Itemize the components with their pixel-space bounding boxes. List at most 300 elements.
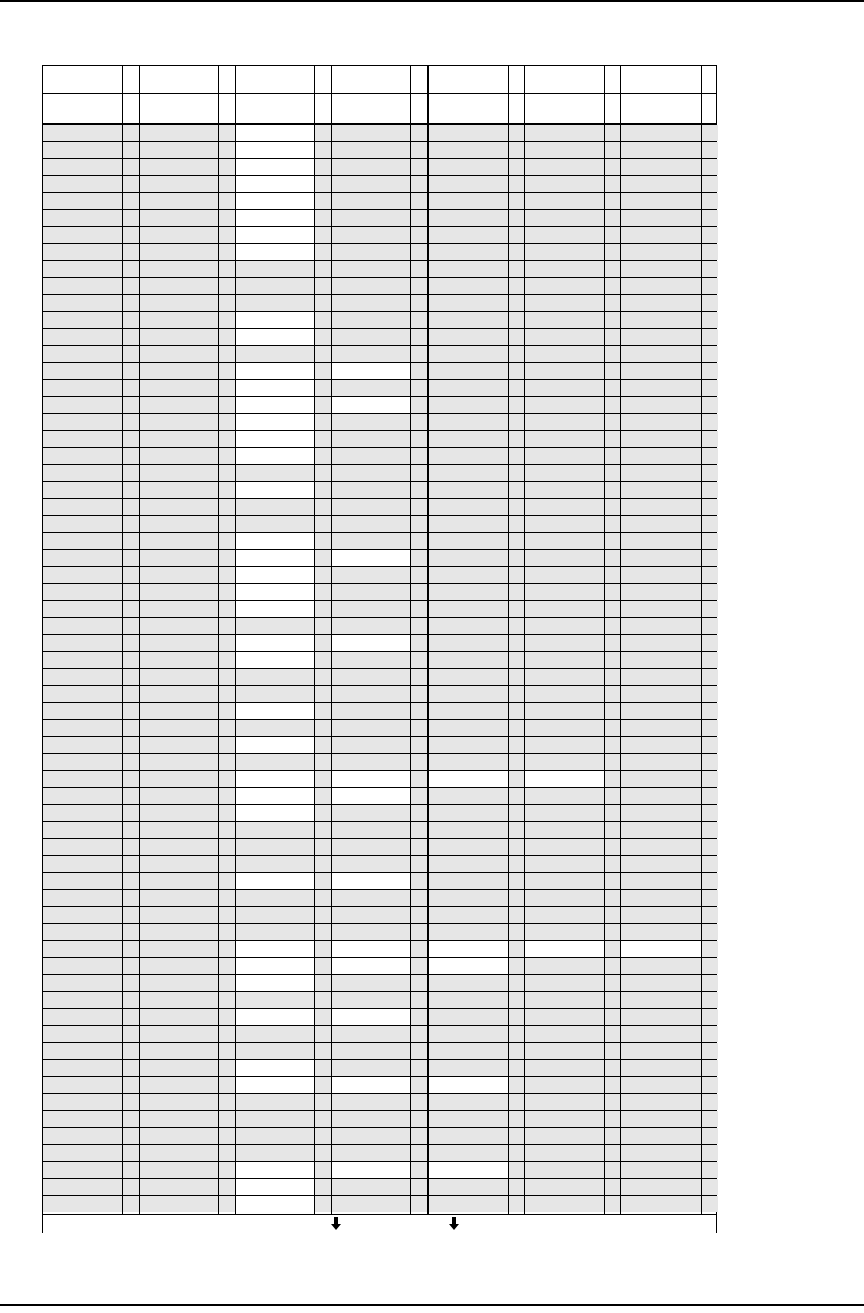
- table-cell-spacer: [701, 635, 718, 651]
- table-cell-col-6: [524, 397, 604, 413]
- table-cell-col-4: [331, 873, 410, 889]
- table-cell-spacer: [122, 567, 139, 583]
- table-cell-spacer: [218, 669, 235, 685]
- table-cell-col-7: [620, 890, 701, 906]
- table-row: [43, 1008, 716, 1025]
- table-cell-spacer: [122, 176, 139, 192]
- table-cell-col-2: [139, 567, 218, 583]
- table-cell-col-3: [235, 397, 314, 413]
- table-cell-spacer: [314, 1111, 331, 1127]
- table-cell-spacer: [314, 992, 331, 1008]
- table-cell-col-5: [427, 516, 508, 532]
- table-row: [43, 515, 716, 532]
- table-cell-col-7: [620, 975, 701, 991]
- table-cell-col-3: [235, 414, 314, 430]
- table-cell-spacer: [410, 1094, 427, 1110]
- table-cell-spacer: [410, 176, 427, 192]
- table-cell-spacer: [701, 1009, 718, 1025]
- table-cell-spacer: [604, 924, 620, 940]
- table-cell-col-4: [331, 1009, 410, 1025]
- table-cell-col-1: [43, 856, 122, 872]
- table-cell-col-5: [427, 1111, 508, 1127]
- table-cell-col-2: [139, 941, 218, 957]
- table-cell-col-6: [524, 635, 604, 651]
- table-cell-col-5: [427, 414, 508, 430]
- table-cell-col-5: [427, 346, 508, 362]
- table-cell-col-3: [235, 1162, 314, 1178]
- table-cell-col-5: [427, 1009, 508, 1025]
- table-cell-col-4: [331, 839, 410, 855]
- table-cell-spacer: [604, 635, 620, 651]
- table-cell-col-4: [331, 1145, 410, 1161]
- table-cell-spacer: [410, 635, 427, 651]
- table-cell-spacer: [218, 652, 235, 668]
- table-cell-spacer: [508, 278, 524, 294]
- table-cell-col-6: [524, 1145, 604, 1161]
- table-cell-col-6: [524, 686, 604, 702]
- table-cell-col-6: [524, 193, 604, 209]
- table-cell-col-5: [427, 601, 508, 617]
- table-cell-col-1: [43, 1026, 122, 1042]
- table-cell-spacer: [508, 1196, 524, 1212]
- table-row: [43, 957, 716, 974]
- table-cell-col-4: [331, 380, 410, 396]
- table-cell-spacer: [218, 601, 235, 617]
- table-row: [43, 226, 716, 243]
- table-cell-col-7: [620, 465, 701, 481]
- table-cell-spacer: [604, 856, 620, 872]
- table-cell-spacer: [701, 431, 718, 447]
- table-cell-spacer: [701, 278, 718, 294]
- table-cell-col-4: [331, 1162, 410, 1178]
- table-cell-spacer: [604, 278, 620, 294]
- table-cell-col-1: [43, 278, 122, 294]
- table-cell-spacer: [701, 618, 718, 634]
- table-cell-col-2: [139, 1026, 218, 1042]
- table-cell-spacer: [314, 975, 331, 991]
- table-cell-col-7: [620, 720, 701, 736]
- table-cell-spacer: [218, 788, 235, 804]
- table-cell-col-1: [43, 193, 122, 209]
- table-cell-col-2: [139, 1077, 218, 1093]
- table-cell-col-2: [139, 329, 218, 345]
- table-cell-spacer: [122, 142, 139, 158]
- table-cell-spacer: [122, 635, 139, 651]
- table-cell-spacer: [218, 244, 235, 260]
- table-cell-spacer: [508, 414, 524, 430]
- table-cell-spacer: [701, 346, 718, 362]
- table-cell-spacer: [508, 1026, 524, 1042]
- table-cell-col-6: [524, 788, 604, 804]
- table-cell-spacer: [218, 1094, 235, 1110]
- table-cell-spacer: [701, 227, 718, 243]
- table-cell-col-5: [427, 618, 508, 634]
- table-cell-col-2: [139, 176, 218, 192]
- table-row: [43, 906, 716, 923]
- table-cell-col-3: [235, 261, 314, 277]
- table-cell-spacer: [218, 465, 235, 481]
- table-cell-spacer: [410, 244, 427, 260]
- table-cell-spacer: [122, 584, 139, 600]
- table-cell-col-4: [331, 1060, 410, 1076]
- table-cell-col-6: [524, 448, 604, 464]
- table-cell-spacer: [122, 703, 139, 719]
- table-cell-col-7: [620, 533, 701, 549]
- table-cell-spacer: [508, 635, 524, 651]
- table-cell-spacer: [410, 1077, 427, 1093]
- table-cell-col-3: [235, 380, 314, 396]
- table-cell-spacer: [410, 1162, 427, 1178]
- table-cell-col-4: [331, 958, 410, 974]
- table-cell-spacer: [604, 788, 620, 804]
- table-cell-col-1: [43, 414, 122, 430]
- table-cell-spacer: [701, 1128, 718, 1144]
- table-cell-spacer: [218, 278, 235, 294]
- table-cell-spacer: [508, 465, 524, 481]
- table-cell-spacer: [508, 754, 524, 770]
- table-cell-spacer: [701, 1196, 718, 1212]
- table-cell-spacer: [508, 1145, 524, 1161]
- table-cell-col-4: [331, 431, 410, 447]
- table-cell-col-7: [620, 822, 701, 838]
- table-cell-spacer: [508, 346, 524, 362]
- table-cell-col-1: [43, 1145, 122, 1161]
- table-cell-col-3: [235, 210, 314, 226]
- table-cell-spacer: [508, 227, 524, 243]
- table-cell-spacer: [314, 669, 331, 685]
- table-cell-spacer: [604, 329, 620, 345]
- table-cell-spacer: [218, 261, 235, 277]
- table-cell-col-3: [235, 822, 314, 838]
- table-cell-spacer: [314, 839, 331, 855]
- table-cell-spacer: [508, 1043, 524, 1059]
- table-cell-spacer: [508, 737, 524, 753]
- table-row: [43, 1127, 716, 1144]
- table-cell-col-5: [427, 125, 508, 141]
- table-row: [43, 549, 716, 566]
- table-cell-spacer: [410, 703, 427, 719]
- table-cell-spacer: [410, 907, 427, 923]
- table-row: [43, 447, 716, 464]
- table-cell-col-7: [620, 516, 701, 532]
- table-cell-spacer: [122, 771, 139, 787]
- table-cell-col-6: [524, 652, 604, 668]
- table-cell-col-4: [331, 1077, 410, 1093]
- table-cell-col-7: [620, 244, 701, 260]
- table-cell-spacer: [508, 771, 524, 787]
- table-cell-col-3: [235, 720, 314, 736]
- table-cell-spacer: [218, 193, 235, 209]
- table-cell-spacer: [508, 686, 524, 702]
- table-cell-spacer: [508, 805, 524, 821]
- table-cell-spacer: [604, 686, 620, 702]
- table-cell-col-3: [235, 992, 314, 1008]
- table-cell-col-3: [235, 1094, 314, 1110]
- table-cell-spacer: [701, 1145, 718, 1161]
- table-cell-spacer: [218, 142, 235, 158]
- table-cell-col-6: [524, 261, 604, 277]
- table-cell-spacer: [508, 312, 524, 328]
- table-cell-col-7: [620, 567, 701, 583]
- table-cell-col-3: [235, 363, 314, 379]
- table-cell-col-2: [139, 652, 218, 668]
- table-cell-col-3: [235, 1026, 314, 1042]
- table-cell-spacer: [122, 227, 139, 243]
- table-cell-col-4: [331, 363, 410, 379]
- table-cell-spacer: [314, 346, 331, 362]
- table-cell-col-4: [331, 329, 410, 345]
- table-cell-col-3: [235, 499, 314, 515]
- table-cell-spacer: [122, 397, 139, 413]
- table-cell-col-6: [524, 210, 604, 226]
- table-cell-col-6: [524, 125, 604, 141]
- table-cell-spacer: [508, 975, 524, 991]
- table-cell-col-6: [524, 142, 604, 158]
- table-cell-spacer: [508, 1077, 524, 1093]
- table-cell-spacer: [122, 1111, 139, 1127]
- table-cell-spacer: [508, 244, 524, 260]
- table-cell-spacer: [314, 448, 331, 464]
- table-cell-col-1: [43, 346, 122, 362]
- table-cell-col-1: [43, 465, 122, 481]
- table-cell-spacer: [604, 1077, 620, 1093]
- table-cell-spacer: [508, 941, 524, 957]
- table-cell-col-7: [620, 941, 701, 957]
- table-cell-col-5: [427, 380, 508, 396]
- table-cell-col-1: [43, 516, 122, 532]
- table-cell-col-1: [43, 771, 122, 787]
- table-cell-col-3: [235, 1043, 314, 1059]
- table-cell-spacer: [314, 618, 331, 634]
- table-row: [43, 685, 716, 702]
- table-cell-spacer: [701, 822, 718, 838]
- table-cell-col-3: [235, 873, 314, 889]
- table-cell-col-5: [427, 1162, 508, 1178]
- table-cell-col-4: [331, 618, 410, 634]
- table-cell-col-6: [524, 720, 604, 736]
- table-row: [43, 736, 716, 753]
- table-cell-col-6: [524, 737, 604, 753]
- table-cell-spacer: [701, 975, 718, 991]
- table-cell-col-4: [331, 567, 410, 583]
- table-cell-col-7: [620, 873, 701, 889]
- table-row: [43, 855, 716, 872]
- table-cell-col-4: [331, 499, 410, 515]
- table-cell-col-7: [620, 176, 701, 192]
- table-cell-spacer: [410, 295, 427, 311]
- table-cell-spacer: [122, 788, 139, 804]
- table-cell-col-5: [427, 482, 508, 498]
- table-cell-spacer: [508, 924, 524, 940]
- table-cell-spacer: [122, 958, 139, 974]
- table-cell-spacer: [218, 941, 235, 957]
- table-cell-col-2: [139, 924, 218, 940]
- table-cell-col-2: [139, 1162, 218, 1178]
- table-cell-col-7: [620, 652, 701, 668]
- table-row: [43, 940, 716, 957]
- table-cell-spacer: [604, 516, 620, 532]
- column-divider: [604, 66, 605, 1214]
- table-cell-col-7: [620, 703, 701, 719]
- table-cell-spacer: [218, 1077, 235, 1093]
- table-cell-col-7: [620, 635, 701, 651]
- table-cell-col-3: [235, 635, 314, 651]
- table-cell-spacer: [508, 958, 524, 974]
- column-divider: [508, 66, 509, 1214]
- table-cell-spacer: [218, 312, 235, 328]
- table-cell-spacer: [314, 754, 331, 770]
- table-cell-col-5: [427, 907, 508, 923]
- table-cell-col-6: [524, 1009, 604, 1025]
- table-cell-spacer: [410, 533, 427, 549]
- table-cell-col-6: [524, 550, 604, 566]
- table-cell-spacer: [314, 1060, 331, 1076]
- table-cell-col-5: [427, 567, 508, 583]
- table-cell-col-6: [524, 227, 604, 243]
- table-cell-col-1: [43, 329, 122, 345]
- table-cell-spacer: [314, 125, 331, 141]
- table-cell-spacer: [410, 686, 427, 702]
- table-cell-spacer: [701, 1094, 718, 1110]
- table-cell-spacer: [604, 125, 620, 141]
- table-row: [43, 464, 716, 481]
- table-cell-col-4: [331, 1111, 410, 1127]
- table-cell-col-5: [427, 635, 508, 651]
- table-cell-col-2: [139, 975, 218, 991]
- table-cell-col-1: [43, 176, 122, 192]
- table-cell-spacer: [122, 805, 139, 821]
- table-cell-col-4: [331, 720, 410, 736]
- column-divider: [218, 66, 219, 1214]
- table-cell-spacer: [604, 261, 620, 277]
- table-cell-spacer: [410, 448, 427, 464]
- table-cell-spacer: [122, 1145, 139, 1161]
- table-cell-col-5: [427, 890, 508, 906]
- table-cell-col-6: [524, 499, 604, 515]
- table-cell-spacer: [508, 533, 524, 549]
- table-cell-spacer: [604, 550, 620, 566]
- table-cell-spacer: [218, 873, 235, 889]
- table-cell-spacer: [410, 1196, 427, 1212]
- table-cell-col-2: [139, 193, 218, 209]
- table-cell-col-4: [331, 975, 410, 991]
- table-cell-col-3: [235, 686, 314, 702]
- table-cell-spacer: [218, 754, 235, 770]
- column-divider: [235, 66, 236, 1214]
- table-cell-spacer: [604, 1145, 620, 1161]
- table-cell-col-1: [43, 720, 122, 736]
- table-cell-spacer: [604, 1043, 620, 1059]
- table-cell-spacer: [508, 669, 524, 685]
- table-cell-spacer: [604, 771, 620, 787]
- table-cell-spacer: [701, 210, 718, 226]
- table-cell-spacer: [508, 703, 524, 719]
- table-cell-spacer: [604, 142, 620, 158]
- table-cell-spacer: [604, 1009, 620, 1025]
- table-row: [43, 345, 716, 362]
- table-cell-col-3: [235, 142, 314, 158]
- table-cell-spacer: [122, 720, 139, 736]
- table-cell-spacer: [508, 329, 524, 345]
- table-cell-col-6: [524, 1026, 604, 1042]
- table-cell-spacer: [410, 1128, 427, 1144]
- table-cell-spacer: [218, 1162, 235, 1178]
- table-cell-spacer: [218, 924, 235, 940]
- table-cell-col-5: [427, 924, 508, 940]
- table-cell-spacer: [218, 363, 235, 379]
- table-cell-col-2: [139, 346, 218, 362]
- table-cell-col-2: [139, 482, 218, 498]
- table-cell-spacer: [122, 278, 139, 294]
- table-cell-col-1: [43, 1179, 122, 1195]
- table-cell-spacer: [410, 584, 427, 600]
- table-cell-col-3: [235, 1128, 314, 1144]
- table-cell-spacer: [701, 142, 718, 158]
- table-cell-col-2: [139, 788, 218, 804]
- table-cell-col-7: [620, 686, 701, 702]
- table-cell-spacer: [701, 261, 718, 277]
- table-cell-col-1: [43, 567, 122, 583]
- table-cell-spacer: [410, 890, 427, 906]
- table-row: [43, 889, 716, 906]
- table-cell-spacer: [122, 856, 139, 872]
- table-cell-spacer: [218, 958, 235, 974]
- table-cell-col-3: [235, 924, 314, 940]
- table-cell-spacer: [701, 839, 718, 855]
- table-cell-col-2: [139, 244, 218, 260]
- table-cell-spacer: [410, 720, 427, 736]
- table-cell-col-6: [524, 771, 604, 787]
- table-cell-spacer: [410, 652, 427, 668]
- table-cell-spacer: [218, 414, 235, 430]
- table-cell-spacer: [604, 567, 620, 583]
- table-cell-col-3: [235, 176, 314, 192]
- table-cell-col-4: [331, 1094, 410, 1110]
- table-cell-spacer: [218, 805, 235, 821]
- table-cell-spacer: [701, 397, 718, 413]
- table-cell-col-3: [235, 601, 314, 617]
- table-cell-spacer: [314, 567, 331, 583]
- table-cell-col-4: [331, 176, 410, 192]
- table-cell-spacer: [508, 159, 524, 175]
- table-cell-spacer: [314, 516, 331, 532]
- table-cell-col-6: [524, 601, 604, 617]
- table-cell-spacer: [218, 618, 235, 634]
- table-cell-col-3: [235, 431, 314, 447]
- table-cell-spacer: [122, 754, 139, 770]
- table-cell-spacer: [701, 584, 718, 600]
- table-cell-col-4: [331, 856, 410, 872]
- table-cell-spacer: [314, 465, 331, 481]
- table-cell-col-6: [524, 907, 604, 923]
- table-cell-spacer: [122, 975, 139, 991]
- table-cell-spacer: [604, 720, 620, 736]
- table-cell-col-4: [331, 652, 410, 668]
- table-cell-col-6: [524, 924, 604, 940]
- table-cell-col-4: [331, 1128, 410, 1144]
- table-cell-spacer: [314, 822, 331, 838]
- table-cell-col-1: [43, 142, 122, 158]
- table-cell-spacer: [701, 363, 718, 379]
- table-cell-spacer: [122, 499, 139, 515]
- table-cell-spacer: [701, 703, 718, 719]
- table-cell-col-5: [427, 686, 508, 702]
- table-cell-col-4: [331, 737, 410, 753]
- table-cell-spacer: [314, 244, 331, 260]
- table-cell-col-2: [139, 125, 218, 141]
- table-cell-spacer: [508, 380, 524, 396]
- table-cell-col-7: [620, 448, 701, 464]
